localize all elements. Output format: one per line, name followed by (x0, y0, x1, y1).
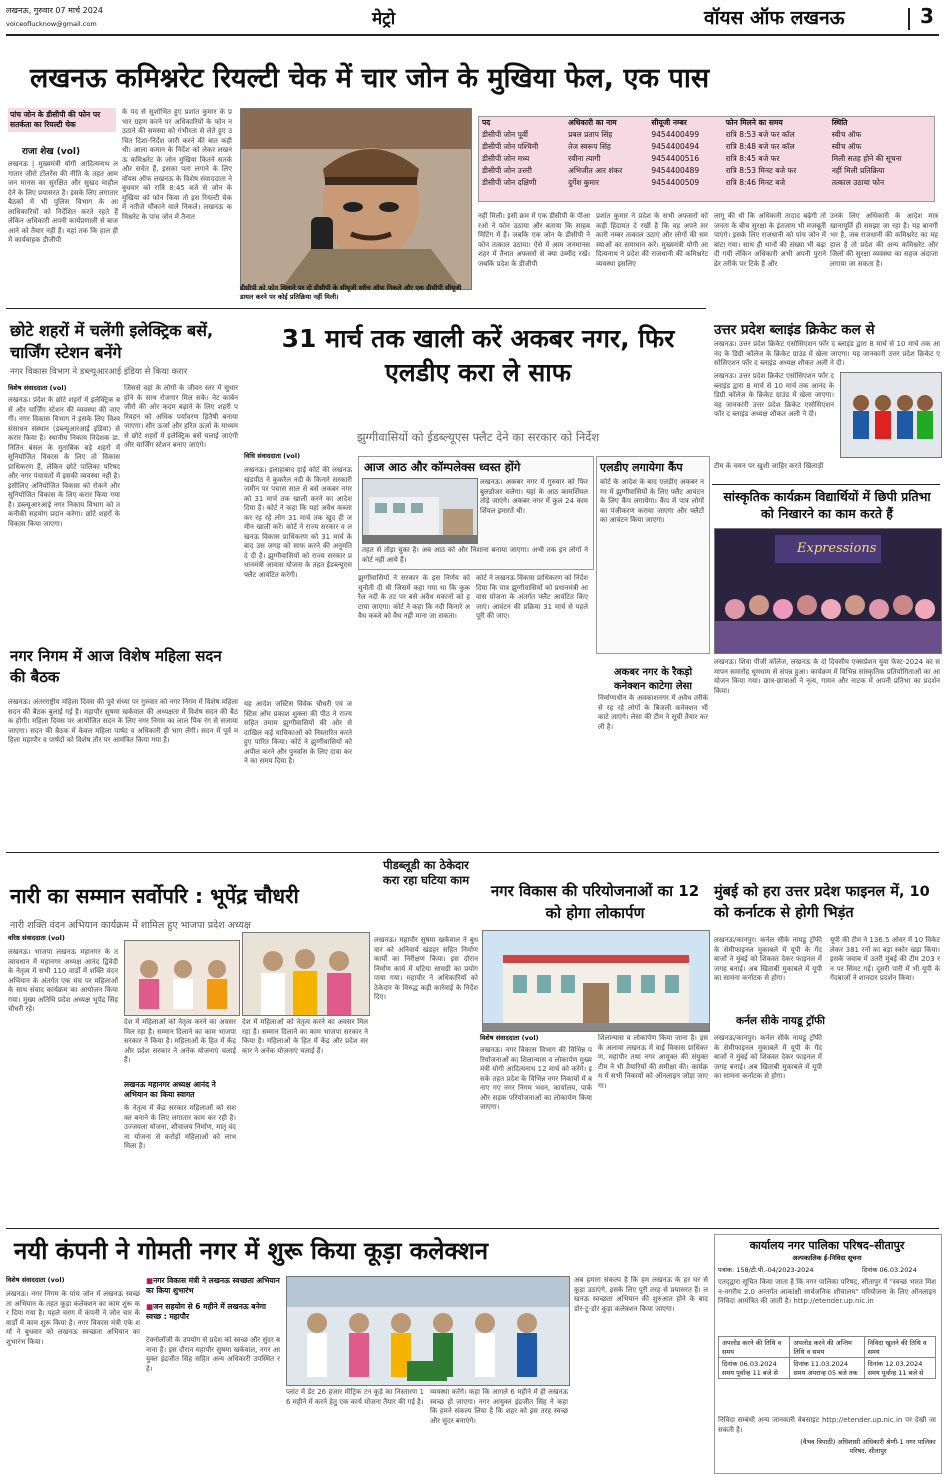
cricket-body: लखनऊ। उत्तर प्रदेश क्रिकेट एसोसिएशन फॉर द ब्लाइंड द्वारा 8 मार्च से 10 मार्च तक आनंद के डिग्री कॉलेज के क्रिकेट ग्राउंड में खेला जाएगा। यह जानकारी उत्तर प्रदेश क्रिकेट एसोसिएशन फॉर द ब्लाइंड अध्यक्ष शौकत अली ने दी। (714, 340, 940, 367)
tender-col-head: अपलोड करने की तिथि व समय (719, 1337, 790, 1358)
dcp-call-table (479, 117, 934, 189)
cricket2-col2: यूपी की टीम ने 136.5 ओवर में 10 विकेट लेकर 381 रनों का बड़ा स्कोर खड़ा किया। इसके जवाब में उतरी मुंबई की टीम 203 रन पर सिमट गई। दूसरी पारी में भी यूपी के गेंदबाजों ने शानदार प्रदर्शन किया। (830, 936, 940, 982)
table-header: पद (482, 118, 491, 127)
story1-col4: नहीं मिली। इसी क्रम में एक डीसीपी के पीआरओ ने फोन उठाया और बताया कि साहब मिटिंग में हैं। जबकि एक जोन के डीसीपी ने फोन तत्काल उठाया। ऐसे में आम जनमानस शहर में तैनात अफसरों से क्या उम्मीद रखें। जबकि प्रदेश के डीजीपी (478, 212, 590, 268)
table-header: फोन मिलने का समय (725, 118, 783, 127)
story7-photo (482, 930, 710, 1032)
story1-kicker: पांच जोन के डीसीपी की फोन पर सतर्कता का रियल्टी चेक (8, 108, 116, 132)
tender-subtitle: अल्पकालिक ई-निविदा सूचना (792, 1254, 862, 1262)
story2-subhead: नगर विकास विभाग ने डब्ल्यूआरआई इंडिया से किया करार (10, 367, 188, 377)
story6-body: लखनऊ। महापौर सुषमा खर्कवाल ने बुधवार को अनिवार्य खंडहर सहित निर्माण कार्यों का निरीक्षण किया। इस दौरान निर्माण कार्य में घटिया सामग्री का प्रयोग पाया गया। महापौर ने अधिकारियों को ठेकेदार के विरुद्ध कड़ी कार्रवाई के निर्देश दिए। (374, 936, 478, 1001)
story4-byline: विधि संवाददाता (vol) (244, 452, 301, 460)
demolition-building-image (363, 479, 477, 543)
story8-body: लखनऊ। नगर निगम के पांच जोन में लखनऊ स्वच्छता अभियान के तहत कूड़ा कलेक्शन का काम शुरू कर दिया गया है। पहले चरण में कंपनी ने जोन चार के वार्डों में काम शुरू किया है। नगर विकास मंत्री एके शर्मा ने बुधवार को लखनऊ स्वच्छता अभियान का शुभारंभ किया। (6, 1290, 140, 1346)
story1-col5: प्रशांत कुमार ने प्रदेश के सभी अफसरों को कड़ी हिदायत दे रखी है कि वह अपने सरकारी नम्बर तत्काल उठाएं और लोगों की समस्याओं का समाधान करें। मुख्यमंत्री योगी आदित्यनाथ ने प्रदेश की राजधानी की कमिश्नरेट व्यवस्था इसलिए (596, 212, 708, 268)
police-officer-on-phone-image (241, 109, 471, 289)
box2-text: कोर्ट के आदेश के बाद एलडीए अकबर नगर में झुग्गीवासियों के लिए फ्लैट आवंटन के लिए कैंप लगायेगा। कैंप में पात्र लोगों का पंजीकरण कराया जाएगा और फ्लैटों का आवंटन किया जाएगा। (600, 478, 704, 524)
story1-byline: राजा शेख (vol) (22, 147, 81, 157)
story5-sub2: लखनऊ महानगर अध्यक्ष आनंद ने अभियान का किया स्वागत (124, 1080, 216, 1099)
story8-col5: अब हमारा संकल्प है कि हम लखनऊ के हर घर से कूड़ा उठाएंगे, इसके लिए पूरी तरह से प्रयासरत हैं। लखनऊ स्वच्छता अभियान की शुरुआत होने के बाद डोर-टू-डोर कूड़ा कलेक्शन किया जाएगा। (574, 1276, 708, 1313)
story5-body: लखनऊ। भाजपा लखनऊ महानगर के तत्वावधान में महानगर अध्यक्ष आनंद द्विवेदी के नेतृत्व में सभी 110 वार्डों में शक्ति वंदन अभियान के अंतर्गत एक मंच पर महिलाओं के साथ संवाद कार्यक्रम का आयोजन किया गया। मुख्य अतिथि प्रदेश अध्यक्ष भूपेंद्र सिंह चौधरी रहे। (8, 948, 118, 1013)
story2-body: लखनऊ। प्रदेश के छोटे शहरों में इलेक्ट्रिक बसें और चार्जिंग स्टेशन की व्यवस्था की जाएगी। नगर विकास विभाग ने इसके लिए विश्व संसाधन संस्थान (डब्ल्यूआरआई इंडिया) से करार किया है। स्थानीय निकाय निदेशक डा. नितिन बंसल के मुताबिक बड़े शहरों में सुनियोजित विकास के लिए तो विकास प्राधिकरण हैं, लेकिन छोटे पालिका परिषद और नगर पंचायतों में इसकी व्यवस्था नहीं है। इसीलिए अनियोजित विकास को रोकने और सुनियोजित विकास के लिए करार किया गया है। डब्ल्यूआरआई नगर निकाय विभाग को तकनीकी सहयोग प्रदान करेगा। छोटे शहरों के विकास किया जाएगा। (8, 396, 120, 528)
tender-sign: (वैभव त्रिपाठी) अधिशासी अधिकारी श्रेणी-1 नगर पालिका परिषद, सीतापुर (800, 1438, 936, 1455)
culture-body: लखनऊ। शिवा पीजी कॉलेज, लखनऊ के दो दिवसीय एक्सप्रेशन युवा फेस्ट-2024 का समापन समारोह धूमधाम से संपन्न हुआ। कार्यक्रम में विभिन्न सांस्कृतिक प्रतियोगिताओं का आयोजन किया गया। छात्र-छात्राओं ने नृत्य, गायन और नाटक में अपनी प्रतिभा का प्रदर्शन किया। (714, 658, 940, 695)
story4-col4: कोर्ट ने लखनऊ विकास प्राधिकरण को निर्देश दिया कि पात्र झुग्गीवासियों को प्रधानमंत्री आवास योजना के अंतर्गत फ्लैट आवंटित किए जाएं। आवंटन की प्रक्रिया 31 मार्च से पहले पूरी की जाए। (476, 574, 588, 620)
table-header: स्थिति (831, 118, 848, 127)
story4-subhead: झुग्गीवासियों को ईडब्ल्यूएस फ्लैट देने का सरकार को निर्देश (356, 430, 600, 444)
cricket-team-image (841, 373, 941, 457)
story1-col7: उनके लिए अधिकारी के आदेश मात्र खानापूर्ति ही समझा जा रहा है। यह बानगी भर है, जब राजधानी की कमिश्नरेट का यह हाल है तो प्रदेश की अन्य कमिश्नरेट और जिलों की सुरक्षा व्यवस्था का सहज अंदाजा लगाया जा सकता है। (830, 212, 938, 268)
story4-headline: 31 मार्च तक खाली करें अकबर नगर, फिर एलडीए करा ले साफ (281, 324, 675, 387)
story5-sub2-body: के नेतृत्व में केंद्र सरकार महिलाओं को सशक्त बनाने के लिए लगातार काम कर रही है। उज्जवला योजना, शौचालय निर्माण, मातृ वंदना योजना से करोड़ों महिलाओं को लाभ मिला है। (124, 1104, 236, 1150)
box2-title: एलडीए लगायेगा कैंप (600, 461, 683, 474)
story8-byline: विशेष संवाददाता (vol) (6, 1276, 65, 1284)
box3-title: अकबर नगर के रैकड़ो कनेक्शन काटेगा लेसा (613, 667, 693, 692)
tender-col-val: दिनांक 11.03.2024 समय अपरान्ह 05 बजे तक (790, 1358, 864, 1379)
nagar-nigam-building-image (483, 931, 709, 1031)
story8-bullet-1: ■ नगर विकास मंत्री ने लखनऊ स्वच्छता अभियान का किया शुभारंभ (146, 1276, 280, 1296)
culture-photo (714, 528, 942, 654)
bhupendra-chaudhary-image (243, 933, 369, 1015)
tender-footer: निविदा सम्बंधी अन्य जानकारी वेबसाइट http://etender.up.nic.in पर देखी जा सकती है। (718, 1416, 936, 1434)
story3-headline: नगर निगम में आज विशेष महिला सदन की बैठक (10, 647, 222, 686)
tender-col-val: दिनांक 06.03.2024 समय पूर्वान्ह 11 बजे से (719, 1358, 790, 1379)
cricket2-trophy-caption: कर्नल सीके नायडू ट्रॉफी (736, 1015, 825, 1027)
table-header: अधिकारी का नाम (568, 118, 617, 127)
story1-col2: के पद से सुशोभित हुए प्रशांत कुमार के प्रभार ग्रहण करने पर अधिकारियों के फोन न उठाने की समस्या को गंभीरता से लेते हुए उचित दिशा-निर्देश जारी करने की बात कही थी। आला कमान के निर्देश को लेकर लखनऊ कमिश्नरेट के जोन मुखिया कितने सतर्क और सचेत हैं, इसका पता लगाने के लिए वॉयस ऑफ लखनऊ के विशेष संवाददाता ने बुधवार को रात्रि 8:45 बजे से जोन के मुखिया को फोन किया तो इस रियल्टी चेक में नतीजे चौंकाने वाले निकले। लखनऊ कमिश्नरेट के पांच जोन में तैनात (122, 108, 232, 221)
tender-header: कार्यालय नगर पालिका परिषद–सीतापुर (749, 1239, 905, 1252)
masthead-date: लखनऊ, गुरुवार 07 मार्च 2024 (6, 6, 103, 15)
cricket2-headline: मुंबई को हरा उत्तर प्रदेश फाइनल में, 10 को कर्नाटक से होगी भिड़ंत (714, 884, 930, 921)
table-row: डीसीपी जोन दक्षिणी दुर्गेश कुमार 9454400509 रात्रि 8:46 मिनट बजे तत्काल उठाया फोन (482, 178, 885, 187)
story1-headline: लखनऊ कमिश्नरेट रियल्टी चेक में चार जोन के मुखिया फेल, एक पास (30, 63, 710, 94)
story6-headline: पीडब्लूडी का ठेकेदार करा रहा घटिया काम (382, 858, 470, 887)
table-row: डीसीपी जोन उत्तरी अभिजीत आर शंकर 9454400489 रात्रि 8:53 मिनट बजे फर नहीं मिली प्रतिक्रिया (482, 166, 885, 175)
story2-col2: जिससे वहां के लोगों के जीवन स्तर में सुधार होने के साथ रोजगार मिल सके। नेट कार्बन जीरो की ओर कदम बढ़ाने के लिए शहरी परिवहन को अधिक पर्यावरण हितैषी बनाया जाएगा। सौर ऊर्जा और हरित ऊर्जा के माध्यम से छोटे शहरों में इलेक्ट्रिक बसें चलाई जाएंगी और चार्जिंग स्टेशन बनाए जाएंगे। (124, 384, 238, 449)
story1-lead: लखनऊ | मुख्यमंत्री योगी आदित्यनाथ लगातार जीरो टॉलरेंस की नीति के तहत आमजन मानस का सुरक्षित और सुखद माहौल देने के लिए प्रयासरत है। इसके लिए लगातार बैठकों में भी पुलिस विभाग के आलाधिकारियों को निर्देशित करते रहते हैं लेकिन अधिकारी अपनी कार्यप्रणाली से बाज आने को तैयार नहीं है। यहां तक कि हाल ही में कार्यवाहक डीजीपी (8, 160, 118, 244)
section-label: मेट्रो (372, 9, 396, 29)
story1-photo (240, 108, 472, 290)
table-row: डीसीपी जोन मध्य रवीना त्यागी 9454400516 रात्रि 8:45 बजे फर मिली सतह होने की सूचना (482, 154, 902, 163)
masthead-email: voiceoflucknow@gmail.com (6, 20, 97, 28)
story4-body: लखनऊ। इलाहाबाद हाई कोर्ट की लखनऊ खंडपीठ ने कुकरैल नदी के किनारे सरकारी जमीन पर पचास साल से बसे अकबर नगर को 31 मार्च तक खाली करने का आदेश दिया है। कोर्ट ने कहा कि यहां अवैध कब्जा कर रह रहे लोग 31 मार्च तक खुद ही जमीन खाली करें। कोर्ट ने राज्य सरकार व लखनऊ विकास प्राधिकरण को 31 मार्च के बाद उस जगह को साफ करने की अनुमति दे दी है। झुग्गीवासियों को राज्य सरकार प्रधानमंत्री आवास योजना के तहत ईडब्ल्यूएस फ्लैट आवंटित करेगी। (244, 466, 352, 579)
story7-headline: नगर विकास की परियोजनाओं का 12 को होगा लोकार्पण (490, 882, 700, 922)
story8-photo (286, 1276, 570, 1386)
story8-photo-caption: प्लांट में डेंट 26 हजार मीट्रिक टन कूड़े का निस्तारण 16 महीने में करने हेतु एक कार्य योजना तैयार की गई है। (286, 1388, 424, 1406)
story1-photo-caption: डीसीपी को फोन मिलाने पर दो डीसीपी के सीयूजी स्वीच ऑफ निकले और एक डीसीपी सीयूजी डायल करने पर कोई प्रतिक्रिया नहीं मिली। (240, 284, 462, 301)
story1-table-box (478, 116, 935, 202)
box3-text: निर्माणाधीन के अवकाशनगर में अवैध तरीके से रह रहे लोगों के बिजली कनेक्शन भी काटे जाएंगे। लेसा की टीम ने सूची तैयार कर ली है। (598, 694, 708, 731)
story7-body: लखनऊ। नगर विकास विभाग की विभिन्न परियोजनाओं का शिलान्यास व लोकार्पण मुख्यमंत्री योगी आदित्यनाथ 12 मार्च को करेंगे। इसके तहत प्रदेश के विभिन्न नगर निकायों में बनाए गए नगर निगम भवन, कार्यालय, पार्क और सड़क परियोजनाओं का लोकार्पण किया जाएगा। (480, 1046, 592, 1111)
story5-subhead: नारी शक्ति वंदन अभियान कार्यक्रम में शामिल हुए भाजपा प्रदेश अध्यक्ष (10, 920, 251, 931)
story2-byline: विशेष संवाददाता (vol) (8, 384, 67, 392)
box1-caption: तहत से तोड़ा चुका है। अब आठ को और निशाना बनाया जाएगा। अभी तक इन लोगों ने कोर्ट नहीं आये हैं। (362, 546, 588, 564)
story5-byline: वरिष्ठ संवाददाता (vol) (8, 934, 65, 942)
story5-col2: देश में महिलाओं को नेतृत्व करने का अवसर मिल रहा है। सम्मान दिलाने का काम भाजपा सरकार ने किया है। महिलाओं के हित में केंद्र और प्रदेश सरकार ने अनेक योजनाएं चलाई हैं। (124, 1018, 236, 1064)
tender-ref: पत्रांक: 158/टी.पी.-04/2023-2024 (718, 1266, 814, 1274)
cricket-photo (840, 372, 942, 458)
tender-col-head: निविदा खुलने की तिथि व समय (864, 1337, 935, 1358)
story1-col6: लागू की थी कि अधिकारी तादाद बढ़ेगी तो जनता के बीच सुरक्षा के इंतजाम भी मजबूती पाएंगे। इसके लिए राजधानी को पांच जोन में बांटा गया। साथ ही थानों की संख्या भी बढ़ा दी गयी लेकिन अधिकारी अभी अपनी पुराने ढेर तरीके पर टिके हैं और (714, 212, 826, 268)
culture-banner: Expressions (797, 541, 877, 556)
culture-headline: सांस्कृतिक कार्यक्रम विद्यार्थियों में छिपी प्रतिभा को निखारने का काम करते हैं (723, 489, 931, 521)
cricket-headline: उत्तर प्रदेश ब्लाइंड क्रिकेट कल से (714, 322, 875, 338)
story8-col2: टेक्नोलॉजी के उपयोग से प्रदेश को स्वच्छ और सुंदर बनाना है। इस दौरान महापौर सुषमा खर्कवाल, नगर आयुक्त इंद्रजीत सिंह सहित अन्य अधिकारी उपस्थित रहे। (146, 1336, 280, 1373)
story2-headline: छोटे शहरों में चलेंगी इलेक्ट्रिक बसें, चार्जिंग स्टेशन बनेंगे (10, 321, 214, 362)
masthead (0, 0, 945, 36)
story4-col2: यह आदेश जस्टिस विवेक चौधरी एवं जस्टिस ओम प्रकाश शुक्ला की पीठ ने राज्य सहित तमाम झुग्गीवासियों की ओर से दाखिल कई याचिकाओं को निस्तारित करते हुए पारित किया। कोर्ट ने झुग्गीवासियों को अपील करने और पुनर्वास के लिए दावा करने का समय दिया है। (244, 700, 352, 765)
box1-text: लखनऊ। अकबर नगर में गुरुवार को फिर बुलडोजर चलेगा। यहां के आठ कामर्शियल तोड़े जाएंगे। अकबर नगर में कुल 24 कामर्शियल इमारतें थी। (480, 478, 588, 515)
box1-title: आज आठ और कॉम्पलेक्स ध्वस्त होंगे (364, 460, 521, 474)
story3-body: लखनऊ। अंतरराष्ट्रीय महिला दिवस की पूर्व संध्या पर गुरुवार को नगर निगम में विशेष महिला सदन की बैठक बुलाई गई है। महापौर सुषमा खर्कवाल की अध्यक्षता में विशेष सदन की बैठक होगी। महिला दिवस पर आयोजित सदन के लिए नगर निगम का लाल पिंक रंग से सजाया जाएगा। सदन की बैठक में केवल महिला पार्षद व अधिकारी ही भाग लेंगी। सदन में पूर्व महिला महापौर व पार्षदों को विशेष तौर पर आमंत्रित किया गया है। (8, 698, 238, 744)
tender-body: एतद्‌द्वारा सूचित किया जाता है कि नगर पालिका परिषद, सीतापुर में "स्वच्छ भारत मिशन-नगरीय 2.0 अन्तर्गत आकांक्षी सार्वजनिक शौचालय" परियोजना के लिए ऑनलाइन निविदा आमंत्रित की जाती है। http://etender.up.nic.in (718, 1278, 936, 1305)
story5-headline: नारी का सम्मान सर्वोपरि : भूपेंद्र चौधरी (10, 884, 299, 908)
cleanliness-campaign-image (287, 1277, 569, 1385)
cricket-body-left: लखनऊ। उत्तर प्रदेश क्रिकेट एसोसिएशन फॉर द ब्लाइंड द्वारा 8 मार्च से 10 मार्च तक आनंद के डिग्री कॉलेज के क्रिकेट ग्राउंड में खेला जाएगा। यह जानकारी उत्तर प्रदेश क्रिकेट एसोसिएशन फॉर द ब्लाइंड अध्यक्ष शौकत अली ने दी। (714, 372, 834, 418)
cricket-caption: टीम के चयन पर खुशी जाहिर करते खिलाड़ी (714, 462, 824, 470)
story7-col2: शिलान्यास व लोकार्पण किया जाना है। इसके अलावा लखनऊ में वाई विकास प्राधिकरण, महापौर तथा नगर आयुक्त की संयुक्त टीम ने भी तैयारियों की समीक्षा की। कार्यक्रम में सभी निकायों को ऑनलाइन जोड़ा जाएगा। (598, 1034, 708, 1090)
box1-photo (362, 478, 478, 544)
story8-col4: व्यवस्था करेंगे। कहा कि आगले 6 महीने में ही लखनऊ स्वच्छ हो जाएगा। नगर आयुक्त इंद्रजीत सिंह ने कहा कि हमने संकल्प लिया है कि शहर को इस तरह स्वच्छ और सुंदर बनाएंगे। (430, 1388, 568, 1425)
cricket2-body: लखनऊ/कानपुर। कर्नल सीके नायडू ट्रॉफी के सेमीफाइनल मुकाबले में यूपी के गेंदबाजों ने मुंबई को शिकस्त देकर फाइनल में जगह बनाई। अब खिताबी मुकाबले में यूपी का सामना कर्नाटक से होगा। (714, 936, 822, 982)
tender-col-val: दिनांक 12.03.2024 समय पूर्वान्ह 11 बजे से (864, 1358, 935, 1379)
page-number: 3 (920, 4, 934, 28)
table-header: सीयूजी नम्बर (651, 118, 687, 127)
brand-name: वॉयस ऑफ लखनऊ (704, 7, 845, 29)
story7-byline: विशेष संवाददाता (vol) (480, 1034, 539, 1042)
table-row: डीसीपी जोन पश्चिमी तेज स्वरूप सिंह 9454400494 रात्रि 8:48 बजे फर कॉल स्वीच ऑफ (482, 142, 862, 151)
story5-col3: देश में महिलाओं को नेतृत्व करने का अवसर मिल रहा है। सम्मान दिलाने का काम भाजपा सरकार ने किया है। महिलाओं के हित में केंद्र और प्रदेश सरकार ने अनेक योजनाएं चलाई हैं। (242, 1018, 368, 1055)
story5-photo-left (124, 940, 240, 1016)
story4-col3: झुग्गीवासियों ने सरकार के इस निर्णय को चुनौती दी थी जिसमें कहा गया था कि कुकरैल नदी के तट पर बसे अवैध मकानों को हटाया जाएगा। कोर्ट ने कहा कि नदी किनारे अवैध कब्जे को वैध नहीं माना जा सकता। (358, 574, 470, 620)
story8-bullet-2: ■ जन सहयोग से 6 महीने में लखनऊ बनेगा स्वच्छ : महापौर (146, 1302, 280, 1322)
table-row: डीसीपी जोन पूर्वी प्रबल प्रताप सिंह 9454400499 रात्रि 8:53 बजे फर कॉल स्वीच ऑफ (482, 130, 862, 139)
cricket2-body-2: लखनऊ/कानपुर। कर्नल सीके नायडू ट्रॉफी के सेमीफाइनल मुकाबले में यूपी के गेंदबाजों ने मुंबई को शिकस्त देकर फाइनल में जगह बनाई। अब खिताबी मुकाबले में यूपी का सामना कर्नाटक से होगा। (714, 1034, 822, 1080)
story5-photo-right (242, 932, 370, 1016)
story8-headline: नयी कंपनी ने गोमती नगर में शुरू किया कूड़ा कलेक्शन (14, 1237, 489, 1265)
tender-col-head: अपलोड करने की अन्तिम तिथि व समय (790, 1337, 864, 1358)
tender-date: दिनांक 06.03.2024 (862, 1266, 917, 1274)
tender-schedule (718, 1336, 936, 1379)
women-event-image (125, 941, 239, 1015)
